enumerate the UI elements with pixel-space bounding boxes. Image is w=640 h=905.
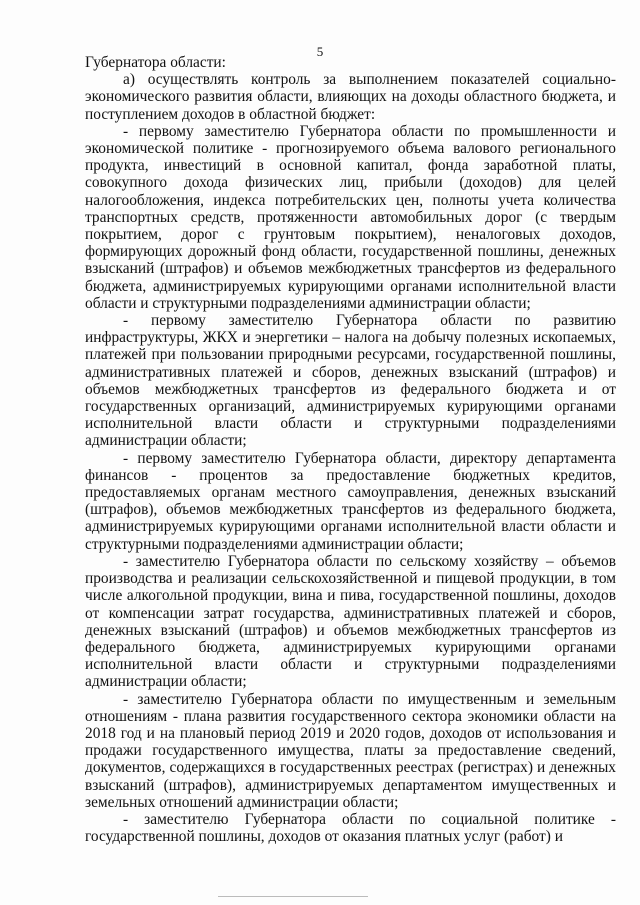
paragraph-item-a: а) осуществлять контроль за выполнением показателей социально-экономического развития области, влияющих на доходы областного бюджета, и поступлением доходов в областной бюджет: bbox=[85, 71, 616, 123]
document-body bbox=[85, 54, 616, 845]
paragraph-first-deputy-finance: - первому заместителю Губернатора области, директору департамента финансов - процентов за предоставление бюджетных кредитов, предоставляемых органам местного самоуправления, денежных взысканий (штрафов), объемов межбюджетных трансфертов из федерального бюджета, администрируемых курирующими органами исполнительной власти области и структурными подразделениями администрации области; bbox=[85, 449, 616, 553]
paragraph-intro: Губернатора области: bbox=[85, 54, 226, 71]
footer-divider bbox=[218, 896, 368, 897]
paragraph-deputy-agriculture: - заместителю Губернатора области по сельскому хозяйству – объемов производства и реализации сельскохозяйственной и пищевой продукции, в том числе алкогольной продукции, вина и пива, государственной пошлины, доходов от компенсации затрат государства, административных платежей и сборов, денежных взысканий (штрафов) и объемов межбюджетных трансфертов из федерального бюджета, администрируемых курирующими органами исполнительной власти области и структурными подразделениями администрации области; bbox=[85, 552, 616, 691]
paragraph-first-deputy-industry: - первому заместителю Губернатора области по промышленности и экономической политике - прогнозируемого объема валового регионального продукта, инвестиций в основной капитал, фонда заработной платы, совокупного дохода физических лиц, прибыли (доходов) для целей налогообложения, индекса потребительских цен, полноты учета количества транспортных средств, протяженности автомобильных дорог (с твердым покрытием, дорог с грунтовым покрытием), неналоговых доходов, формирующих дорожный фонд области, государственной пошлины, денежных взысканий (штрафов) и объемов межбюджетных трансфертов из федерального бюджета, администрируемых курирующими органами исполнительной власти области и структурными подразделениями администрации области; bbox=[85, 122, 616, 312]
page-number: 5 bbox=[316, 44, 324, 59]
paragraph-deputy-social: - заместителю Губернатора области по социальной политике - государственной пошлины, доходов от оказания платных услуг (работ) и bbox=[85, 810, 616, 846]
paragraph-first-deputy-infrastructure: - первому заместителю Губернатора области по развитию инфраструктуры, ЖКХ и энергетики – налога на добычу полезных ископаемых, платежей при пользовании природными ресурсами, государственной пошлины, административных платежей и сборов, денежных взысканий (штрафов) и объемов межбюджетных трансфертов из федерального бюджета и от государственных организаций, администрируемых курирующими органами исполнительной власти области и структурными подразделениями администрации области; bbox=[85, 312, 616, 450]
paragraph-deputy-property: - заместителю Губернатора области по имущественным и земельным отношениям - плана развития государственного сектора экономики области на 2018 год и на плановый период 2019 и 2020 годов, доходов от использования и продажи государственного имущества, платы за предоставление сведений, документов, содержащихся в государственных реестрах (регистрах) и денежных взысканий (штрафов), администрируемых департаментом имущественных и земельных отношений администрации области; bbox=[85, 690, 616, 811]
